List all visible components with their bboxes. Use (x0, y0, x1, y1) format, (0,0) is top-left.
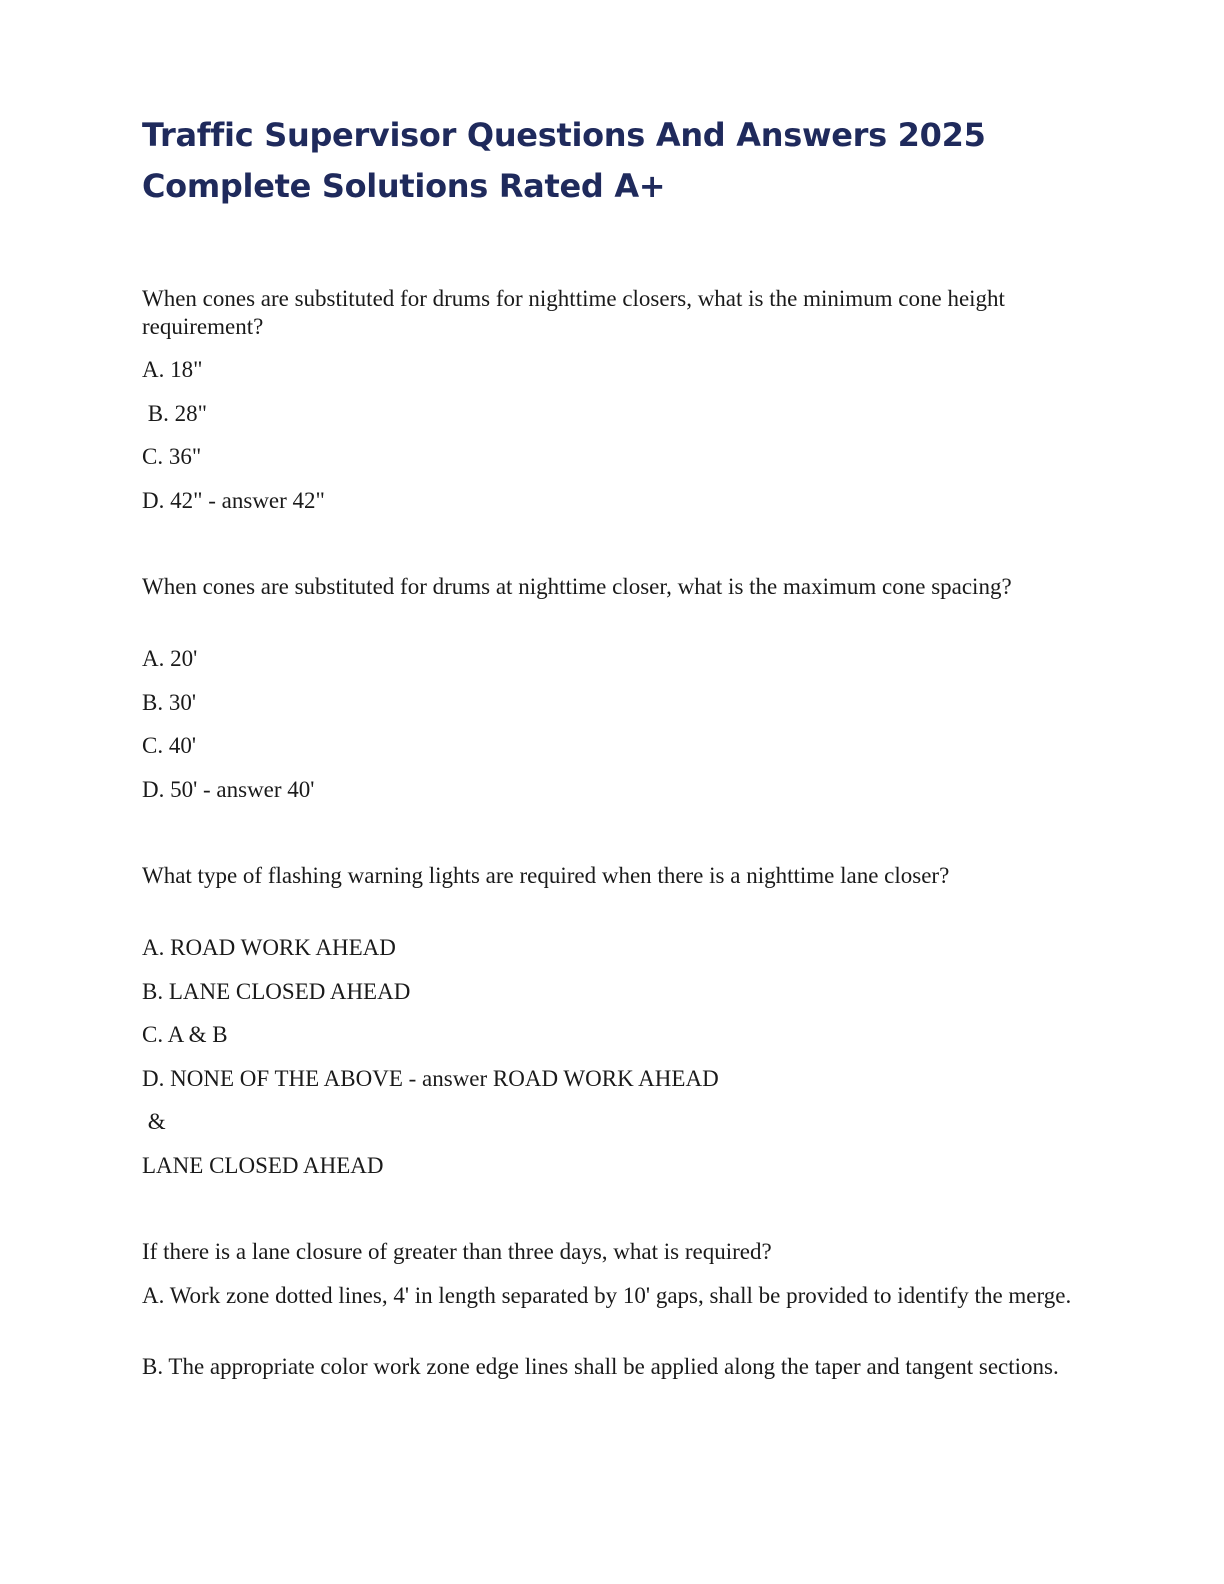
question-4-text: If there is a lane closure of greater than three days, what is required? (142, 1239, 772, 1264)
question-3-answer-ampersand: & (142, 1109, 166, 1134)
document-title-line-1: Traffic Supervisor Questions And Answers 2025 (142, 116, 986, 154)
question-1-option-a: A. 18" (142, 357, 203, 382)
question-3-option-d-answer: D. NONE OF THE ABOVE - answer ROAD WORK AHEAD (142, 1066, 719, 1091)
question-1-option-c: C. 36" (142, 444, 202, 469)
question-4-option-b: B. The appropriate color work zone edge lines shall be applied along the taper and tangent sections. (142, 1354, 1059, 1379)
question-3-text: What type of flashing warning lights are required when there is a nighttime lane closer? (142, 863, 950, 888)
question-3-answer-continued: LANE CLOSED AHEAD (142, 1153, 384, 1178)
question-2-text: When cones are substituted for drums at nighttime closer, what is the maximum cone spacing? (142, 574, 1012, 599)
question-2-option-c: C. 40' (142, 733, 196, 758)
question-3-option-b: B. LANE CLOSED AHEAD (142, 979, 411, 1004)
question-4-option-a: A. Work zone dotted lines, 4' in length separated by 10' gaps, shall be provided to identify the merge. (142, 1283, 1072, 1308)
question-1-text: When cones are substituted for drums for nighttime closers, what is the minimum cone height requirement? (142, 286, 1005, 339)
document-title-line-2: Complete Solutions Rated A+ (142, 167, 666, 205)
question-1-option-d-answer: D. 42" - answer 42" (142, 488, 325, 513)
question-2-option-a: A. 20' (142, 646, 198, 671)
question-3-option-c: C. A & B (142, 1022, 228, 1047)
question-2-option-d-answer: D. 50' - answer 40' (142, 777, 315, 802)
document-title (142, 110, 1102, 212)
question-1-option-b: B. 28" (142, 401, 207, 426)
question-2-option-b: B. 30' (142, 690, 196, 715)
question-3-option-a: A. ROAD WORK AHEAD (142, 935, 396, 960)
